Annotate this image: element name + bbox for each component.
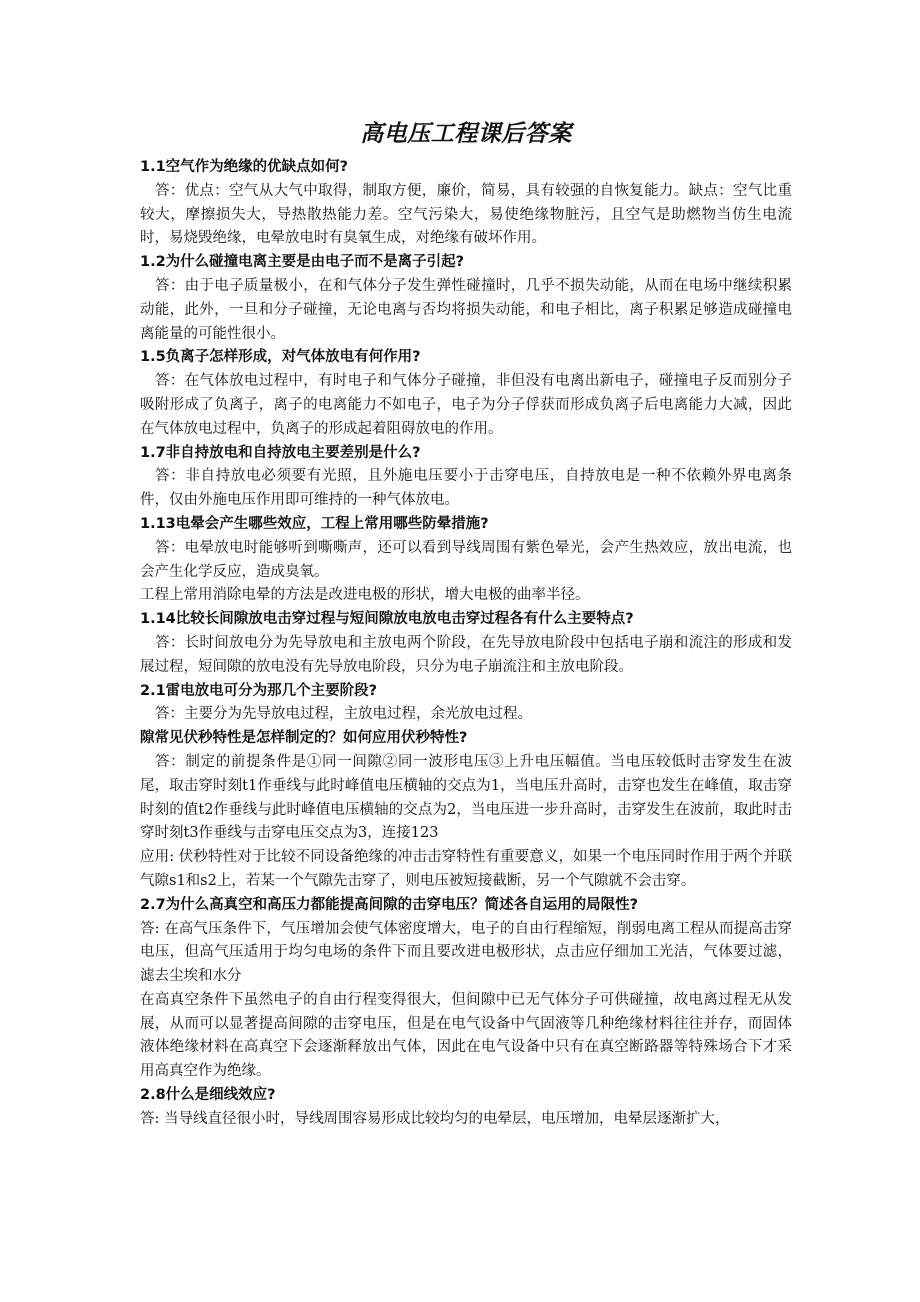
answer: 答：优点：空气从大气中取得，制取方便，廉价，简易，具有较强的自恢复能力。缺点：空气比重较大，摩擦损失大，导热散热能力差。空气污染大，易使绝缘物脏污，且空气是助燃物当仿生电流时，易烧毁绝缘，电晕放电时有臭氧生成，对绝缘有破坏作用。: [140, 182, 792, 247]
qa-block-1: [140, 156, 792, 251]
question: 2.7为什么高真空和高压力都能提高间隙的击穿电压？简述各自运用的局限性?: [140, 896, 639, 913]
question: 1.13电晕会产生哪些效应，工程上常用哪些防晕措施?: [140, 515, 489, 532]
qa-block-10: [140, 1084, 792, 1132]
question: 1.1空气作为绝缘的优缺点如何?: [140, 159, 349, 175]
qa-block-9: [140, 894, 792, 1084]
question: 2.1雷电放电可分为那几个主要阶段?: [140, 682, 378, 699]
answer: 答：非自持放电必须要有光照，且外施电压要小于击穿电压，自持放电是一种不依赖外界电离条件，仅由外施电压作用即可维持的一种气体放电。: [140, 468, 792, 509]
question: 隙常见伏秒特性是怎样制定的？如何应用伏秒特性?: [140, 730, 468, 747]
answer: 答：在气体放电过程中，有时电子和气体分子碰撞，非但没有电离出新电子，碰撞电子反而别分子吸附形成了负离子，离子的电离能力不如电子，电子为分子俘获而形成负离子后电离能力大减，因此在气体放电过程中，负离子的形成起着阻碍放电的作用。: [140, 373, 792, 437]
question: 2.8什么是细线效应?: [140, 1087, 276, 1104]
question: 1.5负离子怎样形成，对气体放电有何作用?: [140, 349, 421, 366]
question: 1.7非自持放电和自持放电主要差别是什么?: [140, 444, 421, 461]
answer: 答：由于电子质量极小，在和气体分子发生弹性碰撞时，几乎不损失动能，从而在电场中继续积累动能，此外，一旦和分子碰撞，无论电离与否均将损失动能，和电子相比，离子积累足够造成碰撞电离能量的可能性很小。: [140, 277, 792, 342]
answer: 答: 在高气压条件下，气压增加会使气体密度增大，电子的自由行程缩短，削弱电离工程从而提高击穿电压，但高气压适用于均匀电场的条件下而且要改进电极形状，点击应仔细加工光洁，气体要过滤，滤去尘埃和水分: [140, 920, 792, 985]
question: 1.14比较长间隙放电击穿过程与短间隙放电放电击穿过程各有什么主要特点?: [140, 611, 634, 628]
qa-block-2: [140, 251, 792, 346]
answer-continuation: 在高真空条件下虽然电子的自由行程变得很大，但间隙中已无气体分子可供碰撞，故电离过程无从发展，从而可以显著提高间隙的击穿电压，但是在电气设备中气固液等几种绝缘材料往往并存，而固体液体绝缘材料在高真空下会逐渐释放出气体，因此在电气设备中只有在真空断路器等特殊场合下才采用高真空作为绝缘。: [140, 991, 792, 1080]
answer: 答: 当导线直径很小时，导线周围容易形成比较均匀的电晕层，电压增加，电晕层逐渐扩大，: [140, 1110, 730, 1127]
page-title: 高电压工程课后答案: [360, 121, 572, 147]
answer-continuation: 工程上常用消除电晕的方法是改进电极的形状，增大电极的曲率半径。: [140, 587, 590, 604]
qa-block-3: [140, 346, 792, 441]
answer: 答：电晕放电时能够听到嘶嘶声，还可以看到导线周围有紫色晕光，会产生热效应，放出电流，也会产生化学反应，造成臭氧。: [140, 539, 792, 580]
qa-block-4: [140, 442, 792, 513]
answer: 答：制定的前提条件是①同一间隙②同一波形电压③上升电压幅值。当电压较低时击穿发生在波尾，取击穿时刻t1作垂线与此时峰值电压横轴的交点为1，当电压升高时，击穿也发生在峰值，取击穿时刻的值t2作垂线与此时峰值电压横轴的交点为2，当电压进一步升高时，击穿发生在波前，取此时击穿时刻t3作垂线与击穿电压交点为3，连接123: [140, 753, 792, 842]
qa-block-6: [140, 608, 792, 679]
question: 1.2为什么碰撞电离主要是由电子而不是离子引起?: [140, 254, 465, 271]
qa-block-8: [140, 727, 792, 894]
answer-application: 应用: 伏秒特性对于比较不同设备绝缘的冲击击穿特性有重要意义，如果一个电压同时作用于两个并联气隙s1和s2上，若某一个气隙先击穿了，则电压被短接截断，另一个气隙就不会击穿。: [140, 849, 792, 889]
qa-block-5: [140, 513, 792, 608]
qa-block-7: [140, 680, 792, 728]
answer: 答：长时间放电分为先导放电和主放电两个阶段，在先导放电阶段中包括电子崩和流注的形成和发展过程，短间隙的放电没有先导放电阶段，只分为电子崩流注和主放电阶段。: [140, 634, 792, 675]
answer: 答：主要分为先导放电过程，主放电过程，余光放电过程。: [155, 706, 532, 723]
